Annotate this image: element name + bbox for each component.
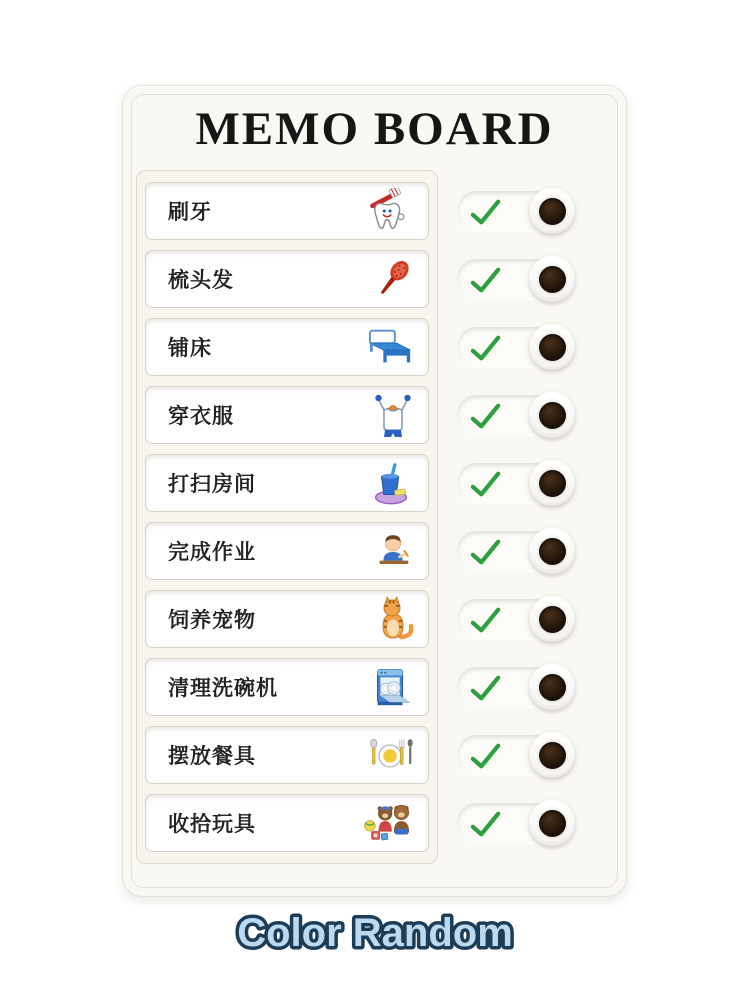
slider-knob[interactable] xyxy=(529,664,575,710)
task-slider-6[interactable] xyxy=(457,531,571,571)
slider-knob[interactable] xyxy=(529,256,575,302)
task-label: 完成作业 xyxy=(168,541,256,564)
task-slot-make-bed xyxy=(145,318,429,376)
task-slider-1[interactable] xyxy=(457,191,571,231)
task-slider-7[interactable] xyxy=(457,599,571,639)
task-slider-10[interactable] xyxy=(457,803,571,843)
task-slider-8[interactable] xyxy=(457,667,571,707)
cat-icon xyxy=(368,595,418,643)
tooth-toothbrush-icon xyxy=(364,188,418,234)
slider-hole xyxy=(539,334,566,361)
slider-hole xyxy=(539,538,566,565)
toys-icon xyxy=(360,800,418,846)
slider-knob[interactable] xyxy=(529,460,575,506)
task-label: 刷牙 xyxy=(168,201,212,224)
slider-knob[interactable] xyxy=(529,188,575,234)
tableware-icon xyxy=(364,732,418,778)
slider-hole xyxy=(539,266,566,293)
task-slot-finish-homework xyxy=(145,522,429,580)
slider-hole xyxy=(539,470,566,497)
task-label: 饲养宠物 xyxy=(168,609,256,632)
slider-knob[interactable] xyxy=(529,596,575,642)
board-title: MEMO BOARD xyxy=(195,103,554,155)
task-slot-tidy-toys xyxy=(145,794,429,852)
task-slider-3[interactable] xyxy=(457,327,571,367)
task-slot-clean-dishwasher xyxy=(145,658,429,716)
cleaning-bucket-icon xyxy=(364,460,418,506)
task-slot-set-table xyxy=(145,726,429,784)
task-label: 铺床 xyxy=(168,337,212,360)
slider-knob[interactable] xyxy=(529,800,575,846)
task-panel xyxy=(136,170,438,864)
slider-hole xyxy=(539,606,566,633)
task-label: 摆放餐具 xyxy=(168,745,256,768)
slider-knob[interactable] xyxy=(529,528,575,574)
slider-knob[interactable] xyxy=(529,732,575,778)
task-slot-comb-hair xyxy=(145,250,429,308)
hairbrush-icon xyxy=(368,256,418,302)
color-random-text xyxy=(0,902,750,966)
bed-icon xyxy=(364,324,418,370)
slider-hole xyxy=(539,674,566,701)
clothes-icon xyxy=(368,391,418,439)
check-icon xyxy=(470,401,502,431)
check-icon xyxy=(470,197,502,227)
memo-board xyxy=(122,85,627,897)
task-slider-5[interactable] xyxy=(457,463,571,503)
slider-hole xyxy=(539,198,566,225)
slider-hole xyxy=(539,402,566,429)
check-icon xyxy=(470,537,502,567)
check-icon xyxy=(470,605,502,635)
task-slider-4[interactable] xyxy=(457,395,571,435)
check-icon xyxy=(470,265,502,295)
slider-column xyxy=(457,191,587,843)
task-slider-2[interactable] xyxy=(457,259,571,299)
check-icon xyxy=(470,809,502,839)
slider-hole xyxy=(539,742,566,769)
homework-boy-icon xyxy=(368,528,418,574)
dishwasher-icon xyxy=(364,664,418,710)
footer-caption xyxy=(0,902,750,966)
slider-hole xyxy=(539,810,566,837)
slider-knob[interactable] xyxy=(529,392,575,438)
footer-label: Color Random xyxy=(237,911,513,955)
check-icon xyxy=(470,469,502,499)
slider-knob[interactable] xyxy=(529,324,575,370)
task-label: 打扫房间 xyxy=(168,473,256,496)
task-label: 穿衣服 xyxy=(168,405,234,428)
task-label: 收拾玩具 xyxy=(168,813,256,836)
task-label: 清理洗碗机 xyxy=(168,677,278,700)
task-slot-get-dressed xyxy=(145,386,429,444)
check-icon xyxy=(470,333,502,363)
check-icon xyxy=(470,673,502,703)
task-label: 梳头发 xyxy=(168,269,234,292)
task-slot-feed-pets xyxy=(145,590,429,648)
task-slot-brush-teeth xyxy=(145,182,429,240)
task-slider-9[interactable] xyxy=(457,735,571,775)
check-icon xyxy=(470,741,502,771)
task-slot-clean-room xyxy=(145,454,429,512)
